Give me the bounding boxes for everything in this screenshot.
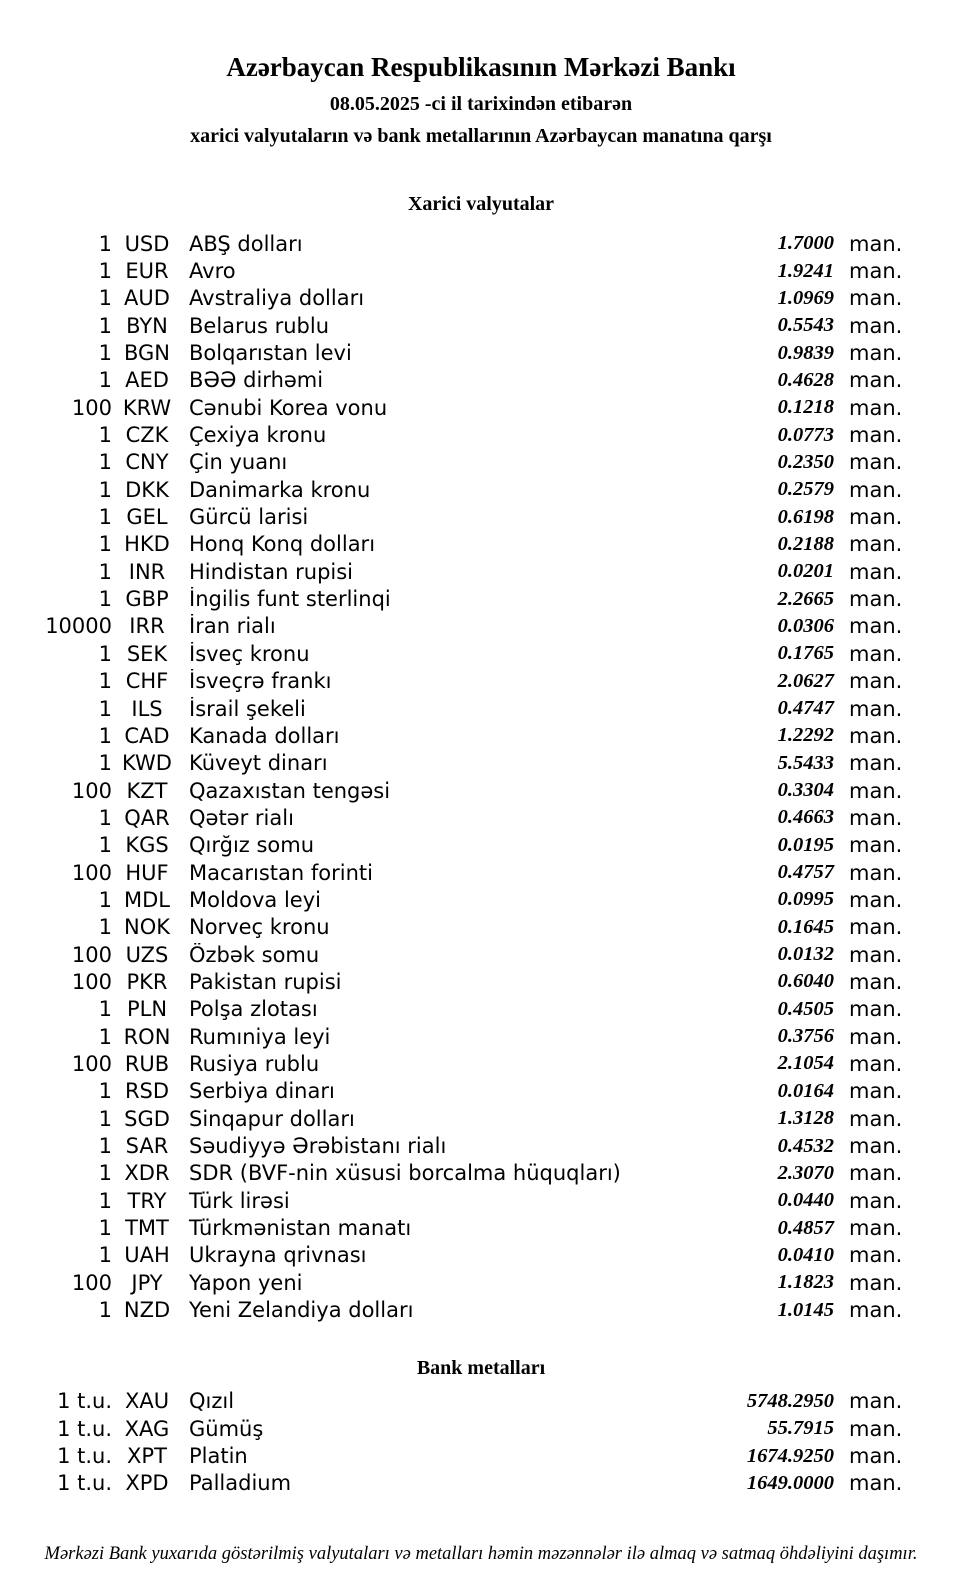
table-row [0,1132,962,1159]
quantity-cell: 1 [98,833,112,858]
unit-cell: man. [849,423,903,448]
unit-cell: man. [849,669,903,694]
currency-code-cell: CHF [125,669,169,694]
currency-code-cell: KGS [125,833,169,858]
currency-name-cell: İsveçrə frankı [189,669,332,694]
quantity-cell: 100 [71,395,112,420]
currency-code-cell: UZS [125,942,169,967]
quantity-cell: 100 [71,860,112,885]
quantity-cell: 100 [71,1270,112,1295]
currency-code-cell: XDR [124,1161,170,1186]
quantity-cell: 1 [98,259,112,284]
rate-value-cell: 1.1823 [777,1271,834,1294]
table-row [0,1187,962,1214]
currency-rates-table [0,230,962,1324]
table-row [0,1242,962,1269]
table-row [0,886,962,913]
currency-name-cell: BƏƏ dirhəmi [189,368,324,393]
quantity-cell: 1 [98,559,112,584]
metal-name-cell: Platin [189,1444,248,1469]
table-row [0,1078,962,1105]
rate-value-cell: 0.4857 [777,1216,834,1239]
unit-cell: man. [849,259,903,284]
quantity-cell: 100 [71,1051,112,1076]
table-row [0,996,962,1023]
currency-name-cell: Bolqarıstan levi [189,341,352,366]
quantity-cell: 100 [71,969,112,994]
table-row [0,312,962,339]
currency-code-cell: GEL [126,505,168,530]
rate-value-cell: 1.9241 [777,259,834,282]
rate-value-cell: 0.2579 [777,478,834,501]
currency-name-cell: Qırğız somu [189,833,315,858]
quantity-cell: 1 t.u. [57,1444,112,1469]
rate-value-cell: 0.4505 [777,997,834,1020]
quantity-cell: 1 [98,368,112,393]
currency-code-cell: HUF [125,860,169,885]
currency-code-cell: BGN [123,341,171,366]
table-row [0,695,962,722]
currency-code-cell: RSD [124,1079,170,1104]
table-row [0,640,962,667]
currency-name-cell: Sinqapur dolları [189,1106,355,1131]
currency-name-cell: Yapon yeni [189,1270,303,1295]
quantity-cell: 1 [98,477,112,502]
currency-code-cell: IRR [129,614,165,639]
quantity-cell: 1 [98,1216,112,1241]
rate-value-cell: 0.3304 [777,779,834,802]
table-row [0,449,962,476]
currency-name-cell: Yeni Zelandiya dolları [189,1298,414,1323]
quantity-cell: 1 [98,341,112,366]
table-row [0,859,962,886]
rate-value-cell: 0.0164 [777,1079,834,1102]
quantity-cell: 1 [98,696,112,721]
table-row [0,230,962,257]
unit-cell: man. [849,696,903,721]
unit-cell: man. [849,915,903,940]
currency-name-cell: Moldova leyi [189,887,321,912]
table-row [0,476,962,503]
rate-value-cell: 0.0132 [777,943,834,966]
currency-code-cell: USD [124,231,170,256]
table-row [0,257,962,284]
quantity-cell: 1 t.u. [57,1471,112,1496]
unit-cell: man. [849,505,903,530]
table-row [0,968,962,995]
currency-name-cell: Gürcü larisi [189,505,309,530]
currency-code-cell: CZK [125,423,169,448]
currency-code-cell: QAR [124,805,170,830]
currency-name-cell: Qazaxıstan tengəsi [189,778,391,803]
rate-value-cell: 0.0410 [777,1243,834,1266]
rate-value-cell: 0.0201 [777,560,834,583]
currency-name-cell: Danimarka kronu [189,477,371,502]
currency-code-cell: CAD [124,723,170,748]
table-row [0,804,962,831]
currency-name-cell: ABŞ dolları [189,231,303,256]
currency-code-cell: AED [125,368,169,393]
rate-value-cell: 1649.0000 [746,1471,834,1494]
unit-cell: man. [849,614,903,639]
currency-name-cell: Türk lirəsi [189,1188,290,1213]
currency-name-cell: Səudiyyə Ərəbistanı rialı [189,1134,447,1159]
table-row [0,367,962,394]
currency-name-cell: Rusiya rublu [189,1051,320,1076]
quantity-cell: 1 [98,423,112,448]
table-row [0,1388,962,1415]
rate-value-cell: 0.4663 [777,806,834,829]
quantity-cell: 1 [98,1134,112,1159]
unit-cell: man. [849,1471,903,1496]
rate-value-cell: 0.0773 [777,423,834,446]
page-title: Azərbaycan Respublikasının Mərkəzi Bankı [226,52,736,82]
currency-code-cell: MDL [124,887,170,912]
table-row [0,1415,962,1442]
currency-code-cell: KWD [122,751,172,776]
rate-value-cell: 1.7000 [777,232,834,255]
document-subtitle: xarici valyutaların və bank metallarının Azərbaycan manatına qarşı [190,125,772,147]
quantity-cell: 1 [98,1161,112,1186]
currency-code-cell: EUR [125,259,169,284]
table-row [0,339,962,366]
rate-value-cell: 0.6198 [777,505,834,528]
quantity-cell: 1 [98,286,112,311]
rate-value-cell: 1.0145 [777,1298,834,1321]
quantity-cell: 1 t.u. [57,1416,112,1441]
rate-value-cell: 0.4757 [777,861,834,884]
quantity-cell: 100 [71,778,112,803]
quantity-cell: 10000 [45,614,112,639]
table-row [0,914,962,941]
unit-cell: man. [849,1106,903,1131]
currency-code-cell: SEK [126,641,168,666]
currency-code-cell: INR [128,559,166,584]
table-row [0,832,962,859]
quantity-cell: 1 [98,1024,112,1049]
rate-value-cell: 2.1054 [777,1052,834,1075]
table-row [0,421,962,448]
unit-cell: man. [849,1216,903,1241]
metal-code-cell: XPD [125,1471,169,1496]
quantity-cell: 1 [98,450,112,475]
currency-name-cell: Ukrayna qrivnası [189,1243,367,1268]
rate-value-cell: 0.9839 [777,341,834,364]
quantity-cell: 1 [98,641,112,666]
currency-code-cell: RUB [124,1051,170,1076]
rate-value-cell: 0.1765 [777,642,834,665]
currency-name-cell: Avstraliya dolları [189,286,365,311]
metal-code-cell: XAG [124,1416,170,1441]
unit-cell: man. [849,1243,903,1268]
metal-code-cell: XAU [124,1389,170,1414]
unit-cell: man. [849,1270,903,1295]
currency-code-cell: SAR [125,1134,169,1159]
unit-cell: man. [849,587,903,612]
rate-value-cell: 0.0440 [777,1189,834,1212]
currency-name-cell: Çexiya kronu [189,423,327,448]
rate-value-cell: 1.3128 [777,1107,834,1130]
rate-value-cell: 5748.2950 [746,1389,834,1412]
currency-name-cell: Rumıniya leyi [189,1024,331,1049]
unit-cell: man. [849,860,903,885]
currency-code-cell: AUD [124,286,170,311]
currency-name-cell: Pakistan rupisi [189,969,342,994]
quantity-cell: 1 [98,997,112,1022]
currency-name-cell: İngilis funt sterlinqi [189,587,391,612]
unit-cell: man. [849,313,903,338]
table-row [0,1214,962,1241]
rate-value-cell: 0.1218 [777,396,834,419]
unit-cell: man. [849,450,903,475]
currency-code-cell: KRW [122,395,172,420]
rate-value-cell: 5.5433 [777,751,834,774]
section-title-foreign-currencies: Xarici valyutalar [407,193,555,215]
quantity-cell: 1 [98,505,112,530]
unit-cell: man. [849,778,903,803]
metal-name-cell: Palladium [189,1471,292,1496]
unit-cell: man. [849,833,903,858]
currency-code-cell: KZT [126,778,168,803]
currency-code-cell: HKD [124,532,170,557]
unit-cell: man. [849,751,903,776]
quantity-cell: 1 [98,1243,112,1268]
table-row [0,503,962,530]
quantity-cell: 100 [71,942,112,967]
currency-code-cell: TRY [127,1188,167,1213]
rate-value-cell: 0.1645 [777,915,834,938]
rate-value-cell: 0.2350 [777,450,834,473]
unit-cell: man. [849,723,903,748]
currency-code-cell: TMT [125,1216,169,1241]
unit-cell: man. [849,805,903,830]
metal-name-cell: Gümüş [189,1416,264,1441]
rate-value-cell: 0.6040 [777,970,834,993]
unit-cell: man. [849,969,903,994]
currency-code-cell: JPY [131,1270,163,1295]
metal-code-cell: XPT [127,1444,167,1469]
currency-code-cell: GBP [125,587,169,612]
quantity-cell: 1 [98,1298,112,1323]
currency-code-cell: UAH [124,1243,170,1268]
table-row [0,1296,962,1323]
currency-name-cell: Özbək somu [189,942,320,967]
currency-name-cell: İsrail şekeli [189,696,306,721]
currency-name-cell: Türkmənistan manatı [189,1216,412,1241]
table-row [0,1269,962,1296]
currency-name-cell: SDR (BVF-nin xüsusi borcalma hüquqları) [189,1161,621,1186]
rate-value-cell: 0.0995 [777,888,834,911]
currency-code-cell: CNY [125,450,169,475]
table-row [0,1442,962,1469]
unit-cell: man. [849,341,903,366]
unit-cell: man. [849,641,903,666]
table-row [0,1470,962,1497]
table-row [0,668,962,695]
quantity-cell: 1 [98,587,112,612]
currency-name-cell: Çin yuanı [189,450,288,475]
unit-cell: man. [849,1161,903,1186]
unit-cell: man. [849,887,903,912]
table-row [0,585,962,612]
rate-value-cell: 0.0195 [777,833,834,856]
unit-cell: man. [849,1134,903,1159]
quantity-cell: 1 [98,915,112,940]
currency-name-cell: Avro [189,259,236,284]
currency-name-cell: Qətər rialı [189,805,294,830]
quantity-cell: 1 [98,231,112,256]
unit-cell: man. [849,1298,903,1323]
unit-cell: man. [849,395,903,420]
currency-code-cell: ILS [131,696,163,721]
obligation-footnote: Mərkəzi Bank yuxarıda göstərilmiş valyutaları və metalları həmin məzənnələr ilə almaq və satmaq öhdəliyini daşımır. [44,1544,918,1564]
table-row [0,394,962,421]
rate-value-cell: 1674.9250 [746,1444,834,1467]
currency-name-cell: Belarus rublu [189,313,330,338]
table-row [0,750,962,777]
section-title-bank-metals: Bank metalları [416,1356,546,1379]
currency-code-cell: SGD [124,1106,170,1131]
currency-name-cell: Kanada dolları [189,723,340,748]
quantity-cell: 1 [98,532,112,557]
rate-value-cell: 55.7915 [767,1417,834,1440]
document-header [0,0,962,148]
rate-value-cell: 0.5543 [777,314,834,337]
unit-cell: man. [849,286,903,311]
rate-value-cell: 2.2665 [777,587,834,610]
table-row [0,941,962,968]
rate-value-cell: 0.4747 [777,697,834,720]
currency-name-cell: Hindistan rupisi [189,559,354,584]
rate-value-cell: 1.2292 [777,724,834,747]
table-row [0,558,962,585]
unit-cell: man. [849,368,903,393]
effective-date-line: 08.05.2025 -ci il tarixindən etibarən [329,93,633,115]
rate-value-cell: 0.4628 [777,368,834,391]
quantity-cell: 1 [98,1079,112,1104]
currency-code-cell: DKK [125,477,169,502]
currency-name-cell: Küveyt dinarı [189,751,328,776]
quantity-cell: 1 [98,751,112,776]
rate-value-cell: 2.3070 [777,1161,834,1184]
table-row [0,722,962,749]
rate-value-cell: 0.3756 [777,1025,834,1048]
metal-name-cell: Qızıl [189,1389,235,1414]
quantity-cell: 1 [98,669,112,694]
unit-cell: man. [849,1188,903,1213]
table-row [0,1050,962,1077]
table-row [0,285,962,312]
quantity-cell: 1 [98,313,112,338]
table-row [0,1023,962,1050]
quantity-cell: 1 [98,887,112,912]
rate-value-cell: 0.0306 [777,614,834,637]
currency-code-cell: BYN [126,313,168,338]
quantity-cell: 1 [98,1188,112,1213]
quantity-cell: 1 [98,805,112,830]
table-row [0,531,962,558]
quantity-cell: 1 [98,1106,112,1131]
currency-code-cell: PKR [126,969,168,994]
rate-value-cell: 2.0627 [777,669,834,692]
currency-name-cell: Serbiya dinarı [189,1079,335,1104]
currency-name-cell: İran rialı [189,614,276,639]
unit-cell: man. [849,1051,903,1076]
currency-name-cell: Cənubi Korea vonu [189,395,388,420]
metal-rates-table [0,1388,962,1497]
currency-name-cell: Honq Konq dolları [189,532,376,557]
unit-cell: man. [849,1079,903,1104]
unit-cell: man. [849,231,903,256]
quantity-cell: 1 t.u. [57,1389,112,1414]
unit-cell: man. [849,997,903,1022]
rate-value-cell: 1.0969 [777,286,834,309]
unit-cell: man. [849,1389,903,1414]
currency-code-cell: NZD [123,1298,171,1323]
table-row [0,1105,962,1132]
unit-cell: man. [849,1444,903,1469]
currency-code-cell: PLN [126,997,168,1022]
rate-value-cell: 0.4532 [777,1134,834,1157]
currency-name-cell: Macarıstan forinti [189,860,373,885]
table-row [0,777,962,804]
table-row [0,613,962,640]
unit-cell: man. [849,477,903,502]
currency-name-cell: İsveç kronu [189,641,310,666]
currency-code-cell: NOK [123,915,170,940]
unit-cell: man. [849,532,903,557]
table-row [0,1160,962,1187]
currency-code-cell: RON [123,1024,171,1049]
unit-cell: man. [849,1416,903,1441]
currency-name-cell: Polşa zlotası [189,997,318,1022]
currency-name-cell: Norveç kronu [189,915,330,940]
rate-value-cell: 0.2188 [777,532,834,555]
unit-cell: man. [849,1024,903,1049]
unit-cell: man. [849,942,903,967]
quantity-cell: 1 [98,723,112,748]
unit-cell: man. [849,559,903,584]
